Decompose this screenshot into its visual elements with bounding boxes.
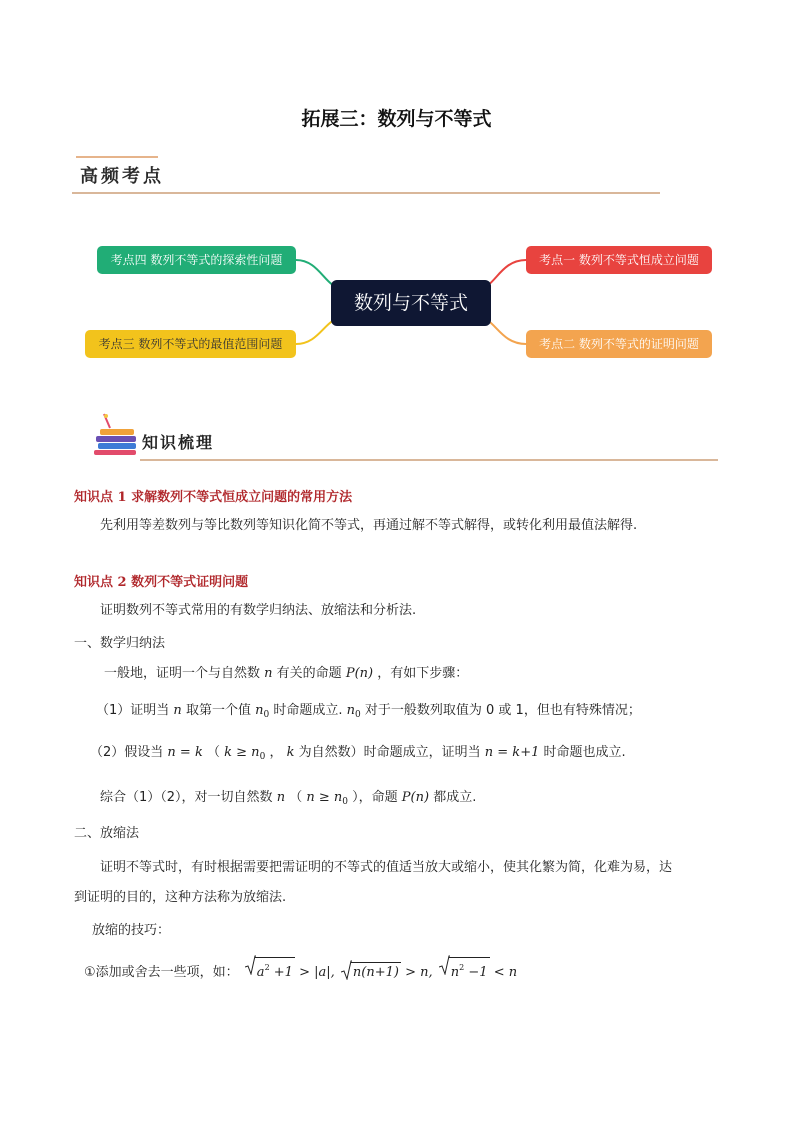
page-title: 拓展三：数列与不等式 xyxy=(301,108,492,130)
text: ， xyxy=(269,745,283,760)
text: 综合（1）（2），对一切自然数 xyxy=(100,790,273,805)
sqrt-n2-minus-1 xyxy=(439,957,490,983)
text: 有关的命题 xyxy=(276,666,342,681)
kp1-title: 知识点 1 求解数列不等式恒成立问题的常用方法 xyxy=(74,490,353,505)
math-lt-n: < n xyxy=(493,965,518,980)
math-k: k xyxy=(286,745,295,760)
math-n-n-plus-1: n(n+1) xyxy=(352,965,399,980)
math-pn: P(n) xyxy=(345,666,374,681)
text: 为自然数）时命题成立，证明当 xyxy=(298,745,481,760)
text: 时命题也成立. xyxy=(543,745,626,760)
text: 都成立. xyxy=(433,790,477,805)
mindmap-node-exploratory: 考点四 数列不等式的探索性问题 xyxy=(97,246,296,274)
kp2-intro: 证明数列不等式常用的有数学归纳法、放缩法和分析法. xyxy=(100,603,417,618)
scaling-item1 xyxy=(84,957,517,983)
n0-sub: 0 xyxy=(259,752,266,762)
scaling-heading: 二、放缩法 xyxy=(74,826,140,841)
math-sup: 2 xyxy=(459,963,465,972)
math-k-ge-n0 xyxy=(224,745,265,760)
sqrt-a2-plus-1 xyxy=(245,957,295,983)
math-plus-1: +1 xyxy=(269,965,293,980)
math-n: n xyxy=(276,790,286,805)
text: ），命题 xyxy=(352,790,398,805)
scaling-text-line2: 到证明的目的，这种方法称为放缩法. xyxy=(74,890,287,905)
n0-sub: 0 xyxy=(263,710,270,720)
text: （ xyxy=(206,745,220,760)
k-ge-base: k ≥ n xyxy=(224,745,260,760)
math-n-ge-n0 xyxy=(306,790,348,805)
text: 一般地，证明一个与自然数 xyxy=(104,666,261,681)
scaling-text-line1: 证明不等式时，有时根据需要把需证明的不等式的值适当放大或缩小，使其化繁为简，化难为易，达 xyxy=(100,860,673,875)
math-n-eq-k: n = k xyxy=(167,745,203,760)
n0-sub: 0 xyxy=(355,710,361,720)
induction-heading: 一、数学归纳法 xyxy=(74,636,166,651)
radical-sign xyxy=(341,960,352,980)
induction-step1 xyxy=(96,701,641,725)
text: （ xyxy=(289,790,303,805)
high-frequency-label: 高频考点 xyxy=(80,166,164,187)
math-n0 xyxy=(347,703,361,718)
mindmap-center: 数列与不等式 xyxy=(331,280,491,326)
knowledge-label: 知识梳理 xyxy=(142,433,215,452)
text: 时命题成立. xyxy=(273,703,343,718)
mindmap xyxy=(80,238,720,368)
banner-top-line xyxy=(76,156,158,158)
math-n0 xyxy=(255,703,269,718)
math-sup: 2 xyxy=(264,963,270,972)
math-a: a xyxy=(256,965,265,980)
induction-conclusion xyxy=(100,788,476,812)
n-ge-base: n ≥ n xyxy=(306,790,343,805)
books-icon xyxy=(94,412,142,456)
kp2-title: 知识点 2 数列不等式证明问题 xyxy=(74,575,249,590)
induction-line1 xyxy=(104,664,468,684)
math-pn: P(n) xyxy=(401,790,430,805)
mindmap-node-extremum-range: 考点三 数列不等式的最值范围问题 xyxy=(85,330,296,358)
knowledge-underline xyxy=(140,459,718,461)
scaling-tips: 放缩的技巧： xyxy=(92,923,171,938)
math-n: n xyxy=(173,703,182,718)
sqrt-n-n-plus-1 xyxy=(341,962,401,983)
text: （2）假设当 xyxy=(90,745,164,760)
math-n-eq-k1: n = k+1 xyxy=(484,745,540,760)
text: （1）证明当 xyxy=(96,703,170,718)
n0-base: n xyxy=(255,703,264,718)
n0-sub: 0 xyxy=(342,797,348,807)
mindmap-node-always-holds: 考点一 数列不等式恒成立问题 xyxy=(526,246,712,274)
text: 取第一个值 xyxy=(185,703,251,718)
n0-base: n xyxy=(346,703,355,718)
knowledge-banner xyxy=(94,412,718,464)
math-gt-abs-a: > |a|, xyxy=(299,965,335,980)
math-minus-1: −1 xyxy=(464,965,488,980)
high-frequency-banner xyxy=(72,156,660,196)
math-n: n xyxy=(450,965,460,980)
text: ，有如下步骤： xyxy=(377,666,469,681)
math-n: n xyxy=(264,666,273,681)
text: 对于一般数列取值为 0 或 1，但也有特殊情况； xyxy=(364,703,641,718)
radical-sign xyxy=(439,955,450,975)
banner-underline xyxy=(72,192,660,194)
text: ①添加或舍去一些项，如： xyxy=(84,965,239,980)
math-gt-n: > n, xyxy=(405,965,433,980)
mindmap-node-proof: 考点二 数列不等式的证明问题 xyxy=(526,330,712,358)
radical-sign xyxy=(245,955,256,975)
kp1-text: 先利用等差数列与等比数列等知识化简不等式，再通过解不等式解得，或转化利用最值法解得. xyxy=(100,518,638,533)
induction-step2 xyxy=(90,743,626,767)
